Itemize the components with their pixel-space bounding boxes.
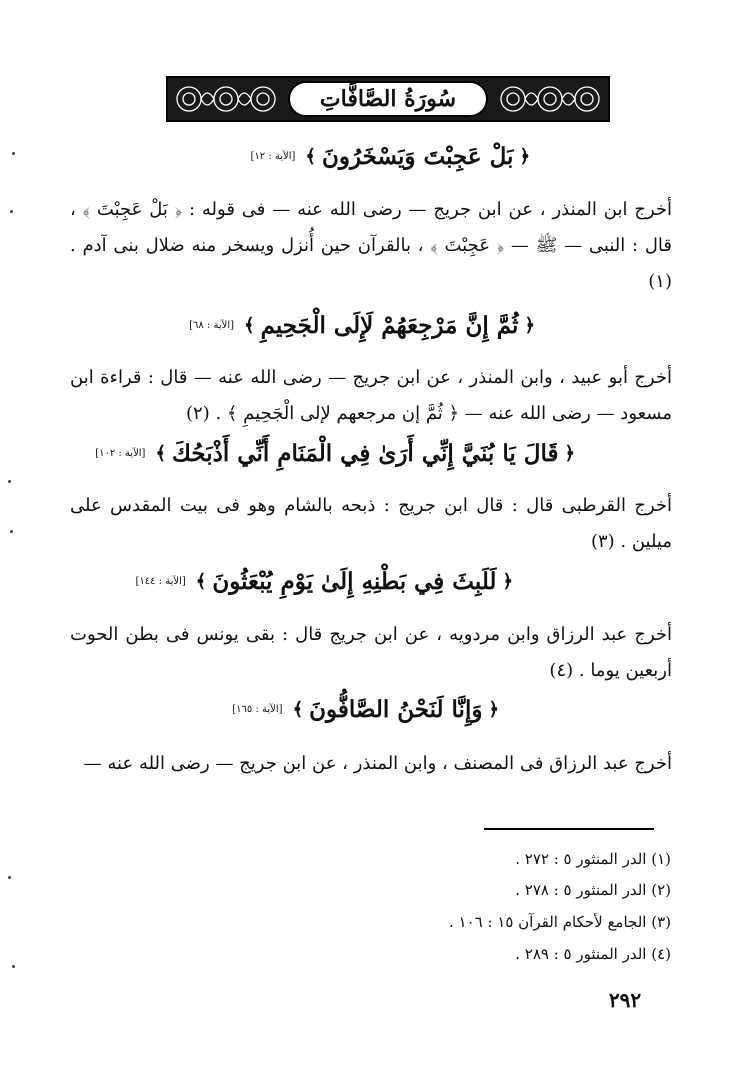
verse-heading	[135, 568, 513, 595]
verse-reference: [الآية : ١٦٥]	[232, 704, 283, 715]
verse-heading	[189, 312, 535, 339]
open-bracket: ﴿	[564, 443, 575, 464]
footnote: (٣) الجامع لأحكام القرآن ١٥ : ١٠٦ .	[448, 913, 671, 931]
commentary-paragraph: أخرج أبو عبيد ، وابن المنذر ، عن ابن جريج — رضى الله عنه — قال : قراءة ابن مسعود — رضى الله عنه — ﴿ ثُمَّ إن مرجعهم لإلى الْجَحِيمِ ﴾ . (٢)	[70, 367, 672, 424]
footnote-divider	[484, 828, 654, 830]
scan-speck	[8, 876, 11, 879]
page-number: ٢٩٢	[608, 988, 642, 1012]
scan-speck	[12, 965, 15, 968]
commentary-paragraph: أخرج عبد الرزاق فى المصنف ، وابن المنذر ، عن ابن جريج — رضى الله عنه —	[83, 753, 672, 774]
verse-heading	[232, 696, 499, 723]
verse-text: وَإِنَّا لَنَحْنُ الصَّافُّونَ	[309, 696, 483, 723]
verse-text: لَلَبِثَ فِي بَطْنِهِ إِلَىٰ يَوْمِ يُبْعَثُونَ	[212, 568, 497, 595]
commentary-paragraph: أخرج القرطبى قال : قال ابن جريج : ذبحه بالشام وهو فى بيت المقدس على ميلين . (٣)	[70, 495, 672, 552]
open-bracket: ﴿	[519, 146, 530, 167]
scan-speck	[10, 210, 13, 213]
verse-text: ثُمَّ إِنَّ مَرْجِعَهُمْ لَإِلَى الْجَحِيمِ	[260, 312, 519, 339]
verse-heading	[250, 143, 530, 170]
commentary-paragraph: أخرج ابن المنذر ، عن ابن جريج — رضى الله عنه — فى قوله : ﴿ بَلْ عَجِبْتَ ﴾ ، قال : النبى — ﷺ — ﴿ عَجِبْتَ ﴾ ، بالقرآن حين أُنزل ويسخر منه ضلال بنى آدم . (١)	[70, 199, 672, 292]
verse-reference: [الآية : ١٢]	[250, 151, 296, 162]
open-bracket: ﴿	[502, 571, 513, 592]
close-bracket: ﴾	[244, 315, 255, 336]
close-bracket: ﴾	[305, 146, 316, 167]
footnote: (٢) الدر المنثور ٥ : ٢٧٨ .	[515, 881, 671, 899]
close-bracket: ﴾	[155, 443, 167, 464]
open-bracket: ﴿	[488, 699, 499, 720]
surah-header-banner	[166, 76, 610, 122]
scan-speck	[10, 530, 13, 533]
footnote: (١) الدر المنثور ٥ : ٢٧٢ .	[515, 850, 671, 868]
open-bracket: ﴿	[524, 315, 535, 336]
ornament-right-icon	[495, 81, 605, 117]
close-bracket: ﴾	[195, 571, 207, 592]
surah-title: سُورَةُ الصَّافَّاتِ	[319, 86, 457, 112]
close-bracket: ﴾	[292, 699, 304, 720]
footnote: (٤) الدر المنثور ٥ : ٢٨٩ .	[515, 945, 671, 963]
verse-reference: [الآية : ١٠٢]	[95, 448, 146, 459]
verse-reference: [الآية : ١٤٤]	[135, 576, 186, 587]
verse-reference: [الآية : ٦٨]	[189, 320, 235, 331]
verse-text: بَلْ عَجِبْتَ وَيَسْخَرُونَ	[321, 143, 514, 170]
scan-speck	[12, 152, 15, 155]
scan-speck	[8, 480, 11, 483]
verse-heading	[95, 440, 575, 467]
commentary-paragraph: أخرج عبد الرزاق وابن مردويه ، عن ابن جريج قال : بقى يونس فى بطن الحوت أربعين يوما . (٤)	[70, 624, 672, 681]
verse-text: قَالَ يَا بُنَيَّ إِنِّي أَرَىٰ فِي الْمَنَامِ أَنِّي أَذْبَحُكَ	[172, 440, 559, 467]
surah-title-cartouche	[288, 81, 488, 117]
ornament-left-icon	[171, 81, 281, 117]
